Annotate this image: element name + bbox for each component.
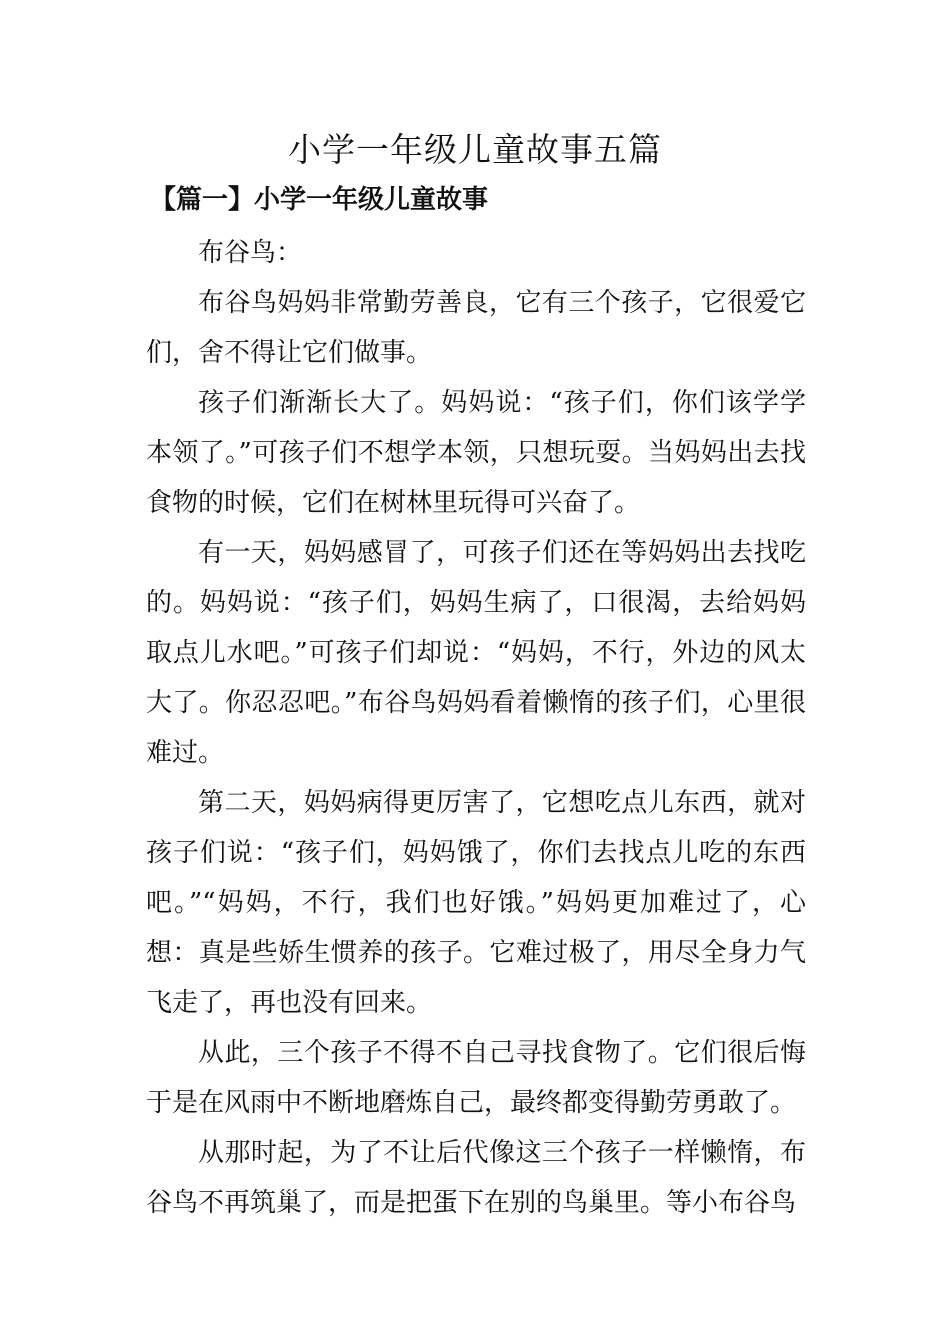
- story-paragraph: 从此，三个孩子不得不自己寻找食物了。它们很后悔于是在风雨中不断地磨炼自己，最终都变得勤劳勇敢了。: [146, 1038, 806, 1118]
- story-paragraph: 第二天，妈妈病得更厉害了，它想吃点儿东西，就对孩子们说：“孩子们，妈妈饿了，你们去找点儿吃的东西吧。”“妈妈，不行，我们也好饿。”妈妈更加难过了，心想：真是些娇生惯养的孩子。它难过极了，用尽全身力气飞走了，再也没有回来。: [146, 788, 806, 1018]
- story-paragraph: 孩子们渐渐长大了。妈妈说：“孩子们，你们该学学本领了。”可孩子们不想学本领，只想玩耍。当妈妈出去找食物的时候，它们在树林里玩得可兴奋了。: [146, 388, 806, 518]
- document-title: 小学一年级儿童故事五篇: [288, 130, 662, 169]
- story-body: [146, 228, 806, 1228]
- story-paragraph: 从那时起，为了不让后代像这三个孩子一样懒惰，布谷鸟不再筑巢了，而是把蛋下在别的鸟巢里。等小布谷鸟: [146, 1138, 806, 1218]
- story-paragraph: 布谷鸟：: [198, 238, 303, 268]
- story-paragraph: 有一天，妈妈感冒了，可孩子们还在等妈妈出去找吃的。妈妈说：“孩子们，妈妈生病了，口很渴，去给妈妈取点儿水吧。”可孩子们却说：“妈妈，不行，外边的风太大了。你忍忍吧。”布谷鸟妈妈看着懒惰的孩子们，心里很难过。: [146, 538, 806, 768]
- section-heading: 【篇一】小学一年级儿童故事: [150, 185, 489, 215]
- story-paragraph: 布谷鸟妈妈非常勤劳善良，它有三个孩子，它很爱它们，舍不得让它们做事。: [146, 288, 806, 368]
